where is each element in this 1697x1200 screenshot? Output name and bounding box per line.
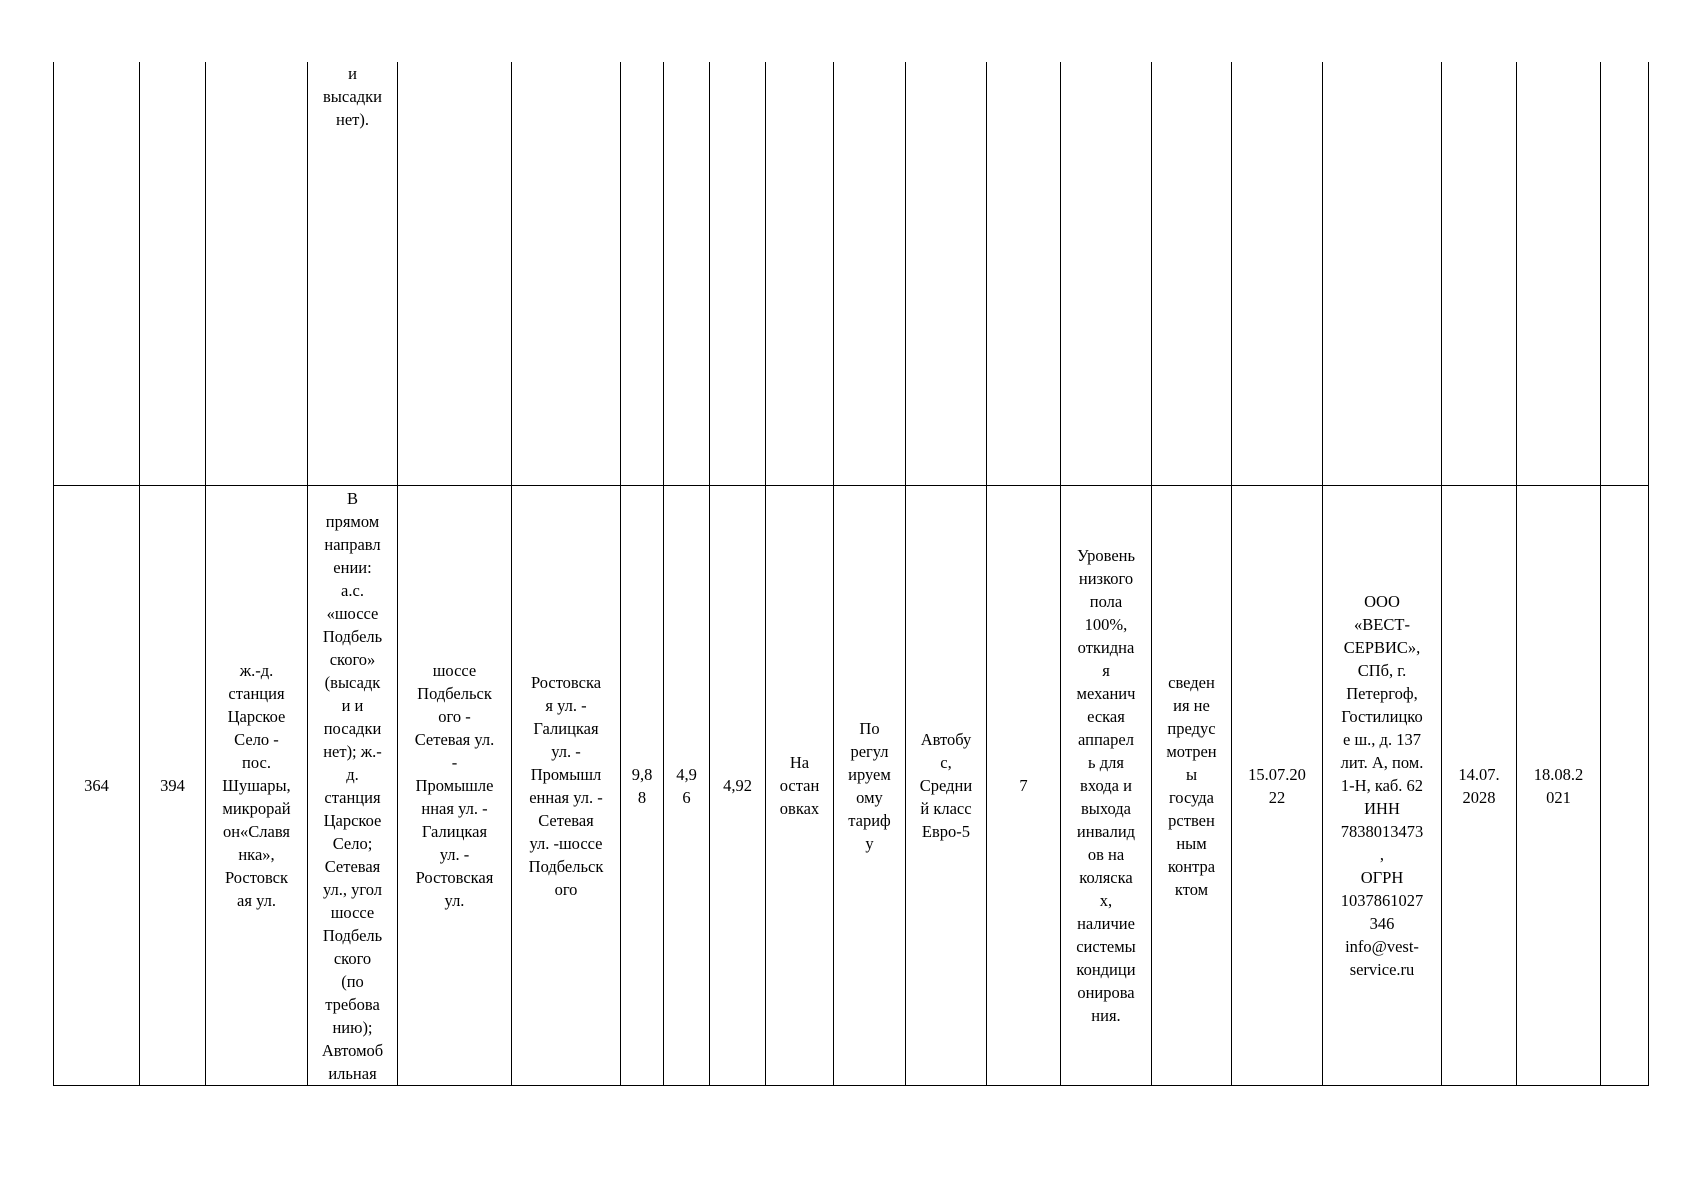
table-cell-carrier: ООО «ВЕСТ- СЕРВИС», СПб, г. Петергоф, Гостилицко е ш., д. 137 лит. А, пом. 1-Н, каб. 62 ИНН 7838013473 , ОГРН 1037861027 346 info@vest- service.ru: [1340, 592, 1424, 979]
table-cell-stops-continued: и высадки нет).: [323, 64, 382, 129]
table-cell-length-reverse: 4,92: [723, 776, 752, 795]
table-cell-length-forward: 4,9 6: [676, 764, 697, 807]
table-cell-start-date: 15.07.20 22: [1248, 764, 1306, 807]
table-cell-route-number: 394: [160, 776, 185, 795]
table-column-line: [1648, 62, 1649, 1086]
table-bottom-border: [53, 1085, 1649, 1086]
table-cell-route-name: ж.-д. станция Царское Село - пос. Шушары, микрорай он«Славя нка», Ростовск ая ул.: [222, 661, 291, 910]
table-cell-contract-info: сведен ия не предус мотрен ы госуда рствен ным контра ктом: [1166, 672, 1217, 899]
table-cell-boarding-procedure: На остан овках: [779, 753, 820, 818]
table-cell-stops-list: В прямом направл ении: а.с. «шоссе Подбель ского» (высадк и и посадки нет); ж.- д. станция Царское Село; Сетевая ул., угол шоссе Подбель ского (по требова нию); Автомоб ильная: [321, 489, 384, 1083]
table-cell-vehicle-type: Автобу с, Средни й класс Евро-5: [919, 730, 973, 841]
table-cell-streets-reverse: Ростовска я ул. - Галицкая ул. - Промышл енная ул. - Сетевая ул. -шоссе Подбельск ого: [528, 672, 604, 899]
table-cell-streets-forward: шоссе Подбельск ого - Сетевая ул. - Промышле нная ул. - Галицкая ул. - Ростовская ул.: [414, 661, 495, 910]
table-cell-route-length: 9,8 8: [631, 764, 653, 807]
table-cell-registry-number: 364: [84, 776, 109, 795]
table-cell-notes: [1601, 486, 1648, 1085]
table-cell-end-date: 14.07. 2028: [1458, 764, 1500, 807]
table-cell-registration-date: 18.08.2 021: [1533, 764, 1584, 807]
table-cell-tariff-type: По регул ируем ому тариф у: [848, 718, 891, 853]
table-cell-vehicle-count: 7: [1019, 776, 1028, 795]
table-cell-vehicle-features: Уровень низкого пола 100%, откидна я механич еская аппарел ь для входа и выхода инвалид ов на коляска х, наличие системы кондици онирова ния.: [1076, 546, 1136, 1025]
